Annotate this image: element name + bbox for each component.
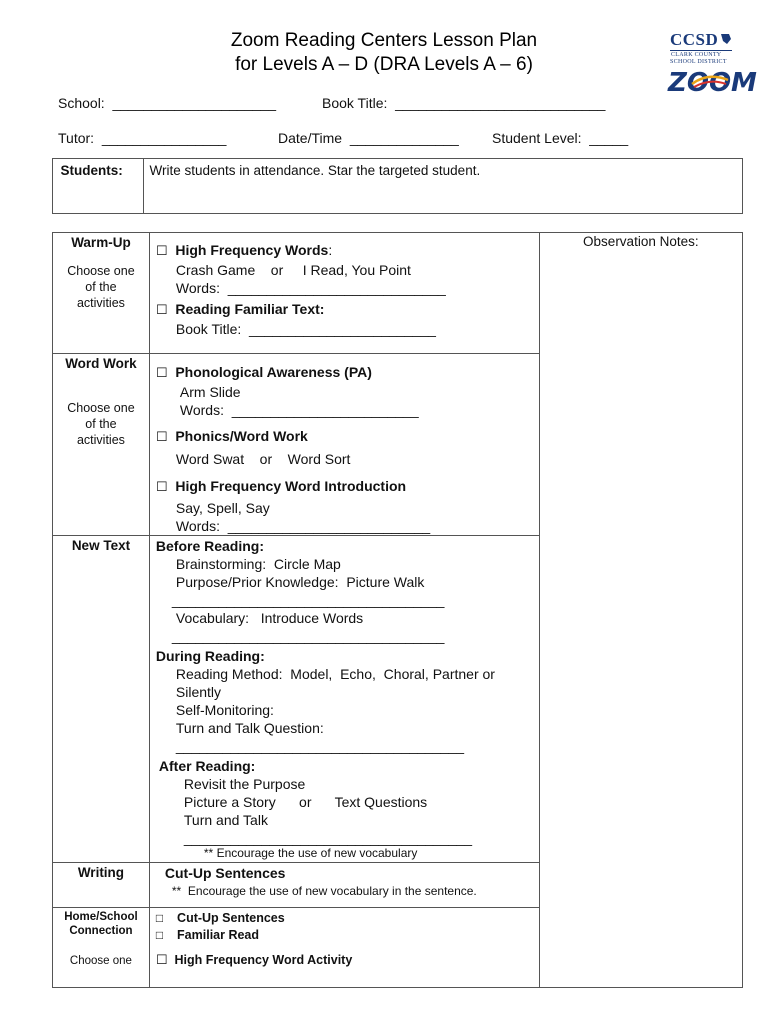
phonics-options-text: Word Swat or Word Sort (175, 451, 351, 467)
home-school-label2: Connection (69, 925, 133, 937)
pa-activity: Arm Slide (179, 384, 241, 400)
small-checkbox-icon[interactable]: □ (155, 911, 164, 925)
encourage-vocab-note: ** Encourage the use of new vocabulary (203, 846, 418, 860)
zoom-swoosh-icon (690, 74, 730, 88)
word-work-label: Word Work (65, 356, 137, 371)
purpose-blank[interactable]: ___________________________________ (171, 592, 445, 608)
pa-option[interactable]: ☐ Phonological Awareness (PA) (155, 364, 372, 381)
checkbox-icon[interactable]: ☐ (155, 430, 168, 445)
pa-words-field[interactable]: Words: ________________________ (179, 402, 419, 418)
self-monitoring-text: Self-Monitoring: (175, 702, 274, 718)
page-title: Zoom Reading Centers Lesson Plan (230, 30, 538, 51)
home-school-choose: Choose one (69, 955, 132, 967)
rft-book-field[interactable]: Book Title: ________________________ (175, 321, 436, 337)
students-label: Students: (60, 162, 123, 178)
warm-up-row (53, 233, 743, 354)
phonics-option[interactable]: ☐ Phonics/Word Work (155, 428, 308, 445)
book-title-field[interactable]: Book Title: ___________________________ (322, 95, 606, 111)
revisit-purpose-text: Revisit the Purpose (183, 776, 306, 792)
purpose-text: Purpose/Prior Knowledge: Picture Walk (175, 574, 425, 590)
vocabulary-text: Vocabulary: Introduce Words (175, 610, 364, 626)
student-level-field[interactable]: Student Level: _____ (492, 130, 629, 146)
writing-note: ** Encourage the use of new vocabulary in the sentence. (171, 884, 477, 898)
hfwi-words-field[interactable]: Words: __________________________ (175, 518, 431, 534)
turn-talk-question-blank[interactable]: _____________________________________ (175, 738, 464, 754)
after-reading-blank[interactable]: _____________________________________ (183, 830, 472, 846)
nevada-shape-icon (720, 33, 732, 45)
checkbox-icon[interactable]: ☐ (155, 244, 168, 259)
home-school-label1: Home/School (64, 911, 138, 923)
home-hfw-activity-option[interactable]: ☐ High Frequency Word Activity (155, 953, 353, 968)
ccsd-logo-text: CCSD (670, 30, 719, 49)
turn-talk-question-text: Turn and Talk Question: (175, 720, 324, 736)
word-work-choose: Choose one of the activities (67, 401, 135, 447)
during-reading-title: During Reading: (155, 648, 265, 664)
rft-option[interactable]: ☐ Reading Familiar Text: (155, 301, 325, 318)
checkbox-icon[interactable]: ☐ (155, 303, 168, 318)
page-subtitle: for Levels A – D (DRA Levels A – 6) (235, 54, 533, 75)
reading-method-text: Reading Method: Model, Echo, Choral, Partner or (175, 666, 495, 682)
checkbox-icon[interactable]: ☐ (155, 366, 168, 381)
ccsd-zoom-logo (668, 30, 757, 106)
silently-text: Silently (175, 684, 222, 700)
cut-up-sentences-text: Cut-Up Sentences (164, 865, 286, 881)
logo-school-district: SCHOOL DISTRICT (670, 59, 727, 65)
hfw-option[interactable]: ☐ High Frequency Words: (155, 242, 333, 259)
checkbox-icon[interactable]: ☐ (155, 953, 168, 968)
vocabulary-blank[interactable]: ___________________________________ (171, 628, 445, 644)
small-checkbox-icon[interactable]: □ (155, 928, 164, 942)
warm-up-choose: Choose one of the activities (67, 264, 135, 310)
checkbox-icon[interactable]: ☐ (155, 480, 168, 495)
hfw-options-text: Crash Game or I Read, You Point (175, 262, 411, 278)
writing-label: Writing (77, 865, 125, 880)
students-table (52, 158, 743, 214)
hfw-words-field[interactable]: Words: ____________________________ (175, 280, 446, 296)
home-cut-up-option[interactable]: □ Cut-Up Sentences (155, 911, 285, 925)
date-time-field[interactable]: Date/Time ______________ (278, 130, 459, 146)
brainstorming-text: Brainstorming: Circle Map (175, 556, 341, 572)
new-text-label: New Text (71, 538, 131, 553)
turn-talk-text: Turn and Talk (183, 812, 268, 828)
lesson-plan-table (52, 232, 743, 988)
hfwi-activity: Say, Spell, Say (175, 500, 270, 516)
school-field[interactable]: School: _____________________ (58, 95, 276, 111)
before-reading-title: Before Reading: (155, 538, 265, 554)
hfwi-option[interactable]: ☐ High Frequency Word Introduction (155, 478, 407, 495)
home-familiar-read-option[interactable]: □ Familiar Read (155, 928, 260, 942)
after-reading-title: After Reading: (158, 758, 256, 774)
zoom-logo-text: ZOOM (668, 68, 757, 98)
warm-up-label: Warm-Up (71, 235, 131, 250)
tutor-field[interactable]: Tutor: ________________ (58, 130, 227, 146)
students-instruction[interactable]: Write students in attendance. Star the targeted student. (149, 162, 481, 178)
picture-story-text: Picture a Story or Text Questions (183, 794, 428, 810)
logo-divider (670, 50, 732, 51)
logo-clark-county: CLARK COUNTY (671, 52, 722, 58)
observation-notes-label: Observation Notes: (583, 234, 699, 249)
